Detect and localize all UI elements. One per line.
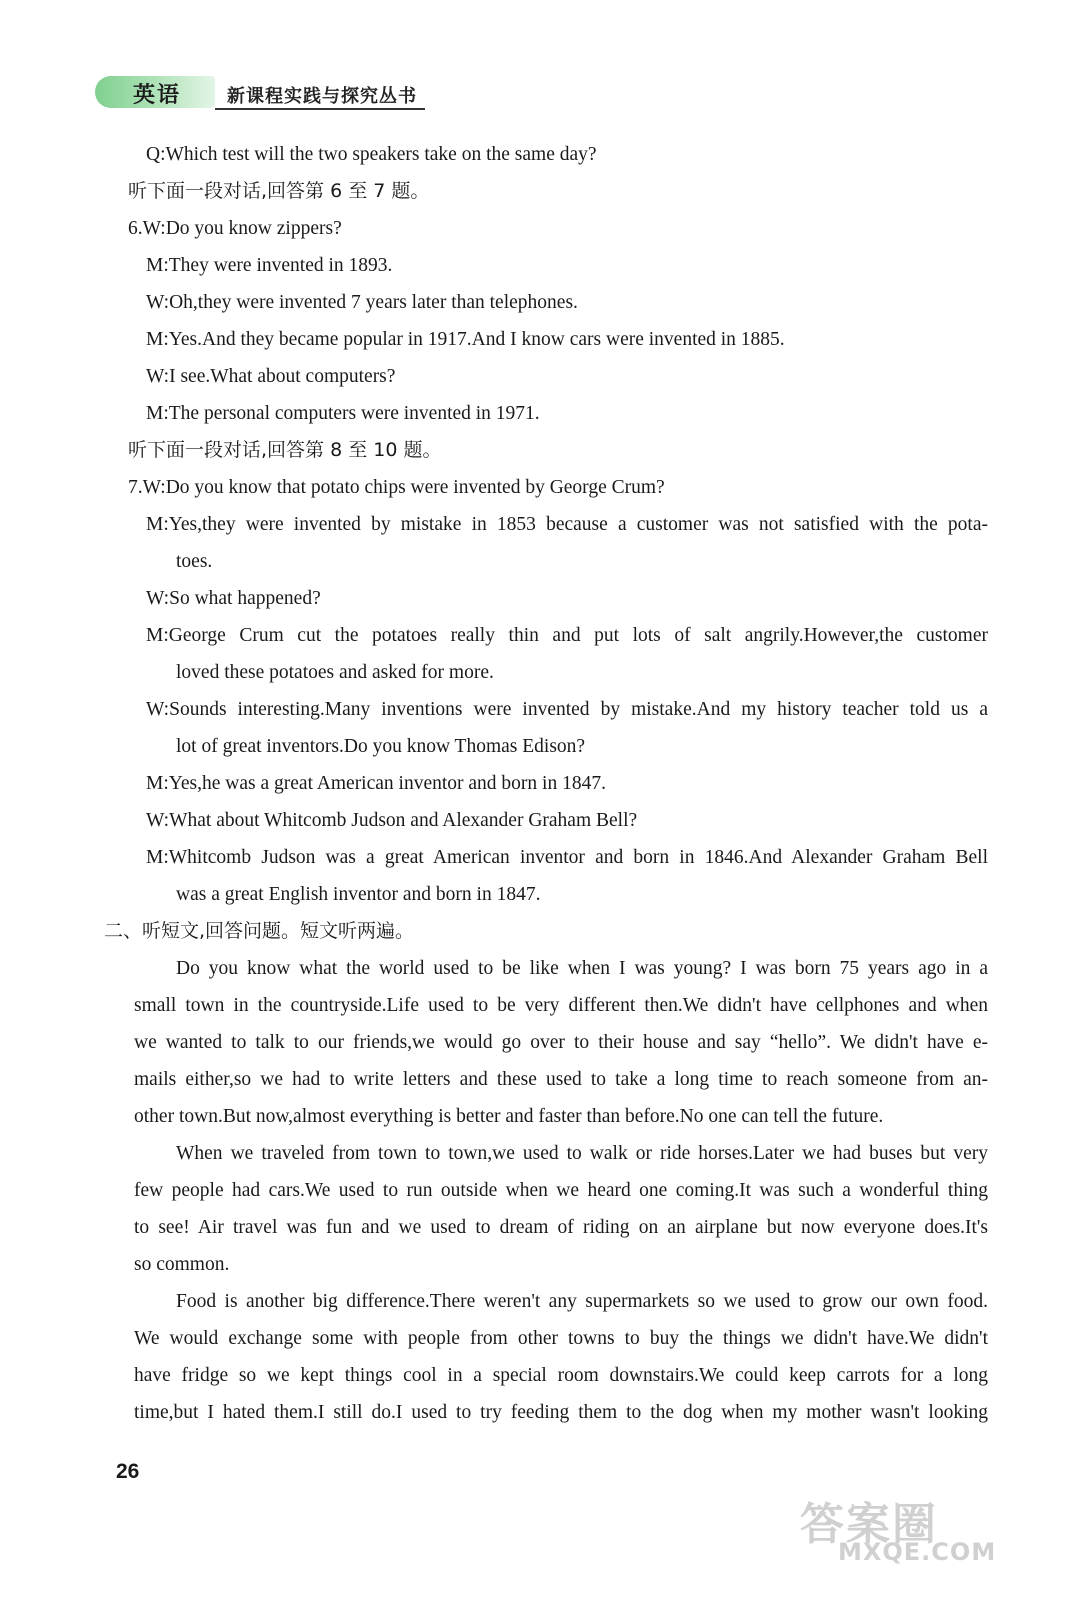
dialogue-line: M:Yes,he was a great American inventor and born in 1847. (146, 773, 606, 794)
subject-tag (95, 76, 215, 108)
header-rule (215, 108, 425, 110)
dialogue-line: M:They were invented in 1893. (146, 255, 393, 276)
passage-line: Food is another big difference.There weren't any supermarkets so we used to grow our own food. (176, 1291, 988, 1312)
dialogue-line: 6.W:Do you know zippers? (128, 218, 342, 239)
passage-line: small town in the countryside.Life used to be very different then.We didn't have cellphones and when (134, 995, 988, 1016)
page-number: 26 (116, 1460, 140, 1483)
series-title: 新课程实践与探究丛书 (227, 86, 417, 107)
subject-label: 英语 (133, 83, 182, 108)
dialogue-line: toes. (176, 551, 213, 572)
passage-line: other town.But now,almost everything is better and faster than before.No one can tell the future. (134, 1106, 884, 1127)
dialogue-line: W:What about Whitcomb Judson and Alexander Graham Bell? (146, 810, 638, 831)
passage-line: we wanted to talk to our friends,we would go over to their house and say “hello”. We didn't have e- (134, 1032, 988, 1053)
dialogue-line: was a great English inventor and born in 1847. (176, 884, 541, 905)
question-line: Q:Which test will the two speakers take on the same day? (146, 144, 597, 165)
passage-line: When we traveled from town to town,we used to walk or ride horses.Later we had buses but very (176, 1143, 988, 1164)
passage-line: Do you know what the world used to be like when I was young? I was born 75 years ago in a (176, 958, 988, 979)
section-heading: 二、听短文,回答问题。短文听两遍。 (104, 920, 415, 942)
dialogue-line: loved these potatoes and asked for more. (176, 662, 494, 683)
dialogue-line: M:Yes.And they became popular in 1917.And I know cars were invented in 1885. (146, 329, 785, 350)
watermark-main: 答案圈 (800, 1499, 938, 1550)
watermark-sub: MXQE.COM (838, 1538, 997, 1566)
watermark-logo (800, 1488, 997, 1568)
passage-line: time,but I hated them.I still do.I used to try feeding them to the dog when my mother wasn't looking (134, 1402, 988, 1423)
dialogue-line: W:Sounds interesting.Many inventions were invented by mistake.And my history teacher told us a (146, 699, 988, 720)
dialogue-line: lot of great inventors.Do you know Thomas Edison? (176, 736, 586, 757)
passage-line: mails either,so we had to write letters and these used to take a long time to reach someone from an- (134, 1069, 988, 1090)
dialogue-line: W:Oh,they were invented 7 years later than telephones. (146, 292, 578, 313)
dialogue-line: M:The personal computers were invented in 1971. (146, 403, 540, 424)
dialogue-line: M:Yes,they were invented by mistake in 1853 because a customer was not satisfied with the pota- (146, 514, 988, 535)
passage-line: to see! Air travel was fun and we used to dream of riding on an airplane but now everyone does.It's (134, 1217, 988, 1238)
passage-line: We would exchange some with people from other towns to buy the things we didn't have.We didn't (134, 1328, 988, 1349)
dialogue-line: M:Whitcomb Judson was a great American inventor and born in 1846.And Alexander Graham Bell (146, 847, 988, 868)
dialogue-line: W:I see.What about computers? (146, 366, 396, 387)
passage-line: few people had cars.We used to run outside when we heard one coming.It was such a wonderful thing (134, 1180, 988, 1201)
page-header (95, 74, 430, 114)
passage-line: so common. (134, 1254, 230, 1275)
dialogue-line: W:So what happened? (146, 588, 321, 609)
dialogue-line: M:George Crum cut the potatoes really thin and put lots of salt angrily.However,the customer (146, 625, 988, 646)
passage-line: have fridge so we kept things cool in a special room downstairs.We could keep carrots for a long (134, 1365, 988, 1386)
instruction-line: 听下面一段对话,回答第 8 至 10 题。 (128, 439, 442, 461)
dialogue-line: 7.W:Do you know that potato chips were invented by George Crum? (128, 477, 665, 498)
instruction-line: 听下面一段对话,回答第 6 至 7 题。 (128, 180, 430, 202)
